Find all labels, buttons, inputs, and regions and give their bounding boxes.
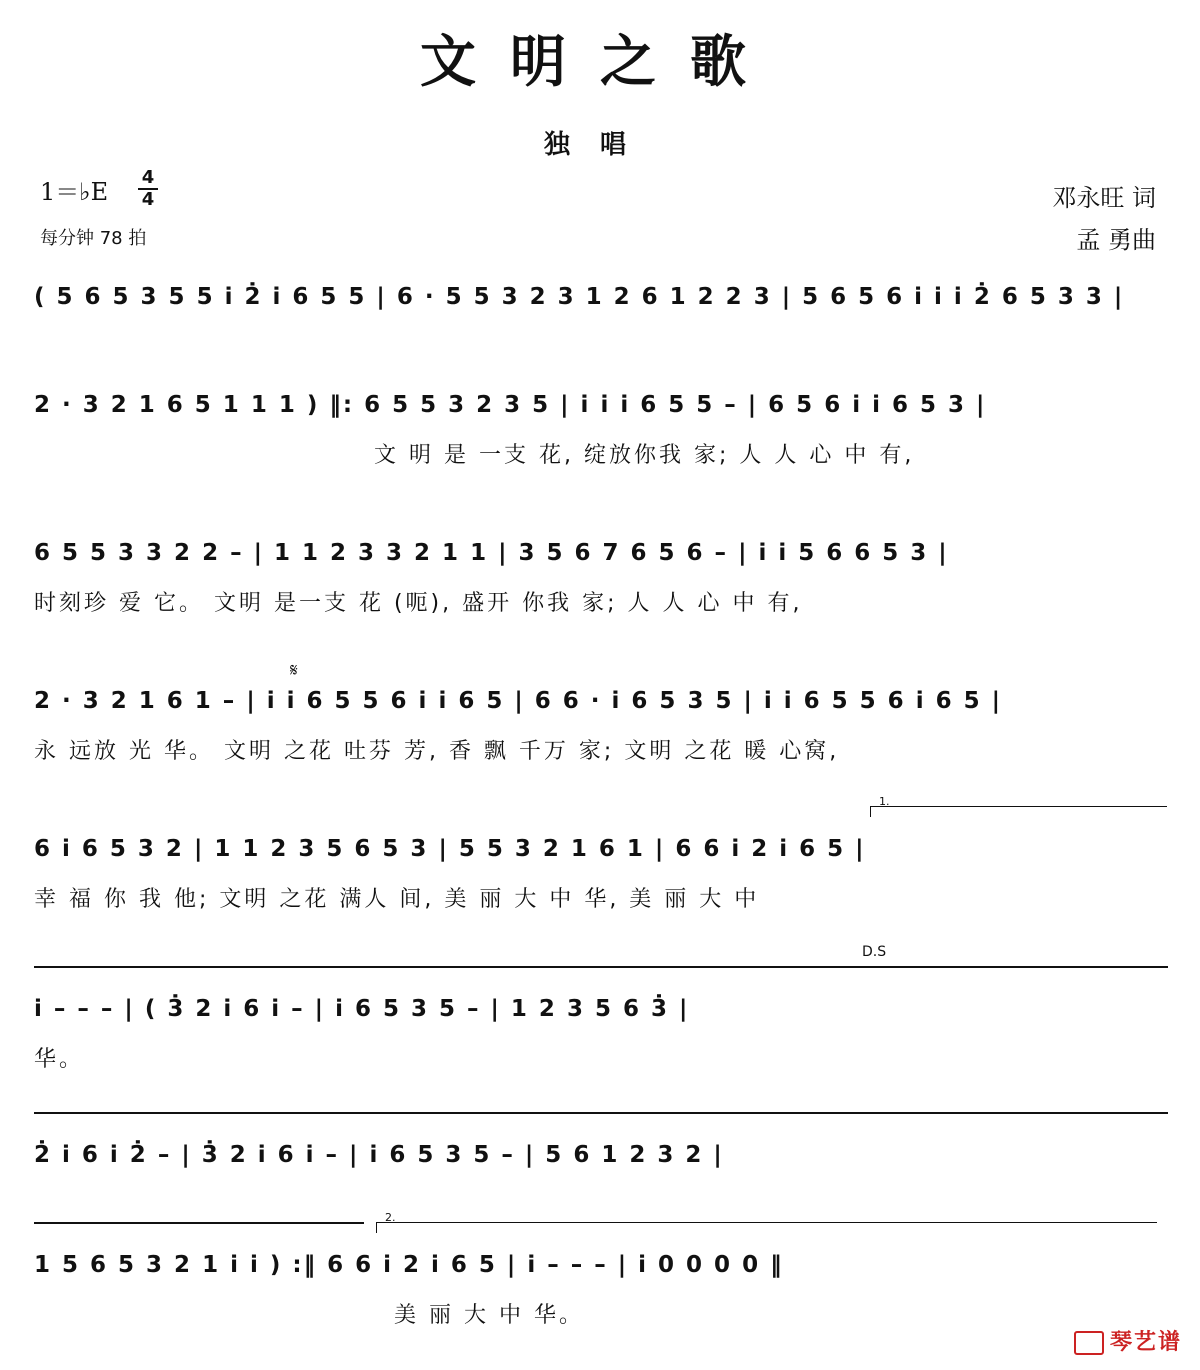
notation-line: i – – – | ( 3̇ 2 i 6 i – | i 6 5 3 5 – | 1 2 3 5 6 3̇ | — [34, 996, 690, 1022]
lyric-line: 文 明 是 一支 花, 绽放你我 家; 人 人 心 中 有, — [374, 443, 915, 468]
notation-line: 2 · 3 2 1 6 1 – | i i 6 5 5 6 i i 6 5 | 6 6 · i 6 5 3 5 | i i 6 5 5 6 i 6 5 | — [34, 688, 1003, 714]
song-title: 文明之歌 — [420, 29, 780, 95]
key-signature: 1＝♭E — [40, 178, 109, 206]
logo-icon — [1074, 1331, 1104, 1355]
lyric-line: 幸 福 你 我 他; 文明 之花 满人 间, 美 丽 大 中 华, 美 丽 大 中 — [34, 887, 760, 912]
time-signature — [138, 168, 158, 210]
score-row-8 — [34, 1252, 1166, 1328]
notation-line: 6 5 5 3 3 2 2 – | 1 1 2 3 3 2 1 1 | 3 5 6 7 6 5 6 – | i i 5 6 6 5 3 | — [34, 540, 949, 566]
notation-line: ( 5 6 5 3 5 5 i 2̇ i 6 5 5 | 6 · 5 5 3 2 3 1 2 6 1 2 2 3 | 5 6 5 6 i i i 2̇ 6 5 3 3 | — [34, 284, 1125, 310]
second-ending-bracket — [376, 1211, 1157, 1233]
lyric-line: 美 丽 大 中 华。 — [394, 1303, 584, 1328]
score-row-6 — [34, 996, 1166, 1072]
lyricist-credit: 邓永旺 词 — [1052, 184, 1156, 212]
notation-line: 6 i 6 5 3 2 | 1 1 2 3 5 6 5 3 | 5 5 3 2 1 6 1 | 6 6 i 2 i 6 5 | — [34, 836, 866, 862]
second-ending-label: 2. — [385, 1211, 396, 1224]
watermark-text: 琴艺谱 — [1109, 1330, 1182, 1355]
watermark-logo — [1074, 1325, 1182, 1356]
score-row-3 — [34, 540, 1166, 616]
first-ending-label: 1. — [879, 795, 890, 808]
notation-line: 1 5 6 5 3 2 1 i i ) :‖ 6 6 i 2 i 6 5 | i – – – | i 0 0 0 0 ‖ — [34, 1252, 784, 1278]
tempo-marking: 每分钟 78 拍 — [40, 228, 147, 249]
score-row-4 — [34, 688, 1166, 764]
score-row-1 — [34, 284, 1166, 324]
repeat-line — [34, 1222, 364, 1224]
section-divider — [34, 966, 1168, 968]
score-row-7 — [34, 1142, 1166, 1182]
dal-segno-marking: D.S — [862, 944, 887, 960]
first-ending-bracket — [870, 795, 1167, 817]
score-row-5 — [34, 836, 1166, 912]
section-divider — [34, 1112, 1168, 1114]
lyric-line: 永 远放 光 华。 文明 之花 吐芬 芳, 香 飘 千万 家; 文明 之花 暖 心窝, — [34, 739, 840, 764]
lyric-line: 时刻珍 爱 它。 文明 是一支 花 (呃), 盛开 你我 家; 人 人 心 中 有, — [34, 591, 803, 616]
segno-sign: 𝄋 — [290, 660, 298, 681]
notation-line: 2̇ i 6 i 2̇ – | 3̇ 2 i 6 i – | i 6 5 3 5 – | 5 6 1 2 3 2 | — [34, 1142, 724, 1168]
composer-credit: 孟 勇曲 — [1076, 226, 1156, 254]
score-row-2 — [34, 392, 1166, 468]
performance-type: 独唱 — [543, 130, 656, 160]
time-bottom: 4 — [138, 188, 158, 210]
lyric-line: 华。 — [34, 1047, 85, 1072]
time-top: 4 — [141, 167, 155, 188]
notation-line: 2 · 3 2 1 6 5 1 1 1 ) ‖: 6 5 5 3 2 3 5 | i i i 6 5 5 – | 6 5 6 i i 6 5 3 | — [34, 392, 987, 418]
